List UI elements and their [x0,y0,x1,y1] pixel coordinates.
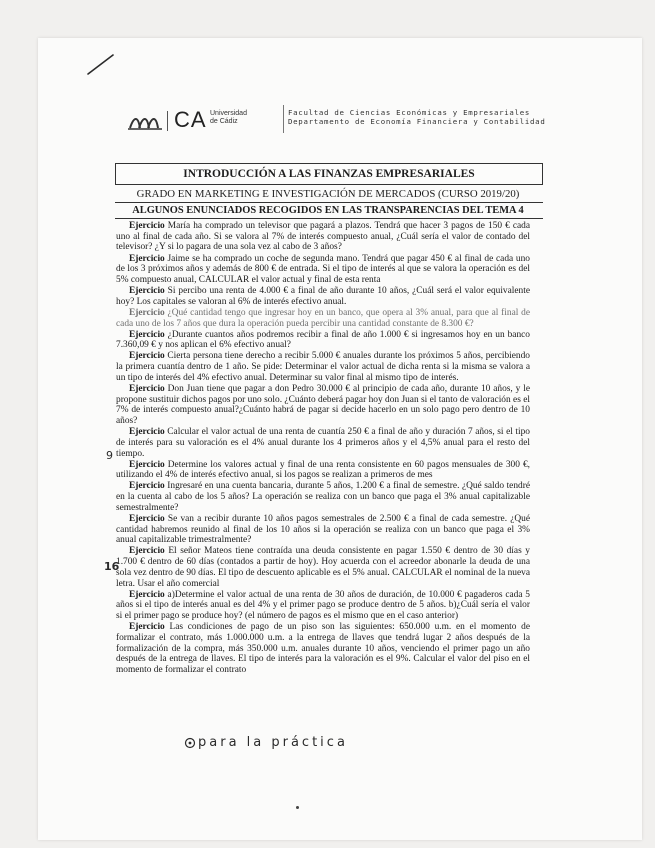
exercise-label: Ejercicio [129,622,165,633]
exercise-item [116,460,530,481]
divider-rule [115,218,543,219]
exercise-label: Ejercicio [129,351,165,362]
margin-note-sixteen: 16 [104,560,120,573]
margin-note-nine: 9 [106,449,113,462]
exercise-text: Si percibo una renta de 4.000 € a final de año durante 10 años, ¿Cuál será el valor equivalente hoy? Los capitales se valoran al 6% de interés efectivo anual. [116,286,530,307]
faculty-header [288,108,545,126]
exercise-item [116,590,530,622]
logo-university-name: Universidad de Cádiz [210,110,247,125]
course-title: INTRODUCCIÓN A LAS FINANZAS EMPRESARIALES [183,168,475,180]
handwritten-bullet-icon [184,737,196,749]
logo-ca-text: CA [174,107,207,132]
exercise-text: Cierta persona tiene derecho a recibir 5.000 € anuales durante los próximos 5 años, percibiendo la primera cuantía dentro de 1 año. Se pide: Determinar el valor actual de dicha renta si la misma se valora a un tipo de interés del 4% efectivo anual. Determinar su valor final al mismo tipo de interés. [116,351,530,383]
exercise-text: Don Juan tiene que pagar a don Pedro 30.000 € al principio de cada año, durante 10 años, y le propone sustituir dichos pagos por uno solo. ¿Cuánto deberá pagar hoy don Juan si el tanto de valoración es el 7% de interés compuesto anual?¿Cuánto habrá de pagar si decide hacerlo en un solo pago pero dentro de 10 años? [116,383,530,426]
university-logo [128,108,268,134]
exercise-text: Las condiciones de pago de un piso son las siguientes: 650.000 u.m. en el momento de formalizar el contrato, más 1.000.000 u.m. a la entrega de llaves que tendrá lugar 2 años después de la formalización de la compra, más 350.000 u.m. anuales durante 10 años, venciendo el primer pago un año después de la entrega de llaves. El tipo de interés para la valoración es el 9%. Calcular el valor del piso en el momento de formalizar el contrato [116,622,530,675]
exercise-label: Ejercicio [129,427,165,438]
exercise-item [116,546,530,589]
exercise-label: Ejercicio [129,307,165,318]
exercise-label: Ejercicio [129,459,165,470]
exercise-label: Ejercicio [129,513,165,524]
exercise-item [116,286,530,307]
page-dot [296,806,299,809]
degree-line: GRADO EN MARKETING E INVESTIGACIÓN DE MERCADOS (CURSO 2019/20) [136,188,520,200]
exercise-item [116,330,530,351]
handwritten-note: para la práctica [198,735,348,750]
course-title-box [115,163,543,185]
exercise-text: Ingresaré en una cuenta bancaria, durante 5 años, 1.200 € a final de semestre. ¿Qué saldo tendré en la cuenta al cabo de los 5 años? La operación se realiza con un banco que paga el 3% anual capitalizable semestralmente? [116,481,530,513]
exercise-label: Ejercicio [129,221,165,231]
exercise-label: Ejercicio [129,589,165,600]
exercise-item [116,221,530,253]
exercise-item [116,427,530,459]
pen-stroke-mark [86,52,116,76]
exercise-text: a)Determine el valor actual de una renta de 30 años de duración, de 10.000 € pagaderos cada 5 años si el tipo de interés anual es del 4% y el primer pago se produce dentro de 5 años. b)¿Cuál sería el valor si el primer pago se produce hoy? (el número de pagos es el mismo que en el caso anterior) [116,589,530,621]
header-divider [283,105,284,133]
exercise-label: Ejercicio [129,383,165,394]
exercise-label: Ejercicio [129,546,165,557]
exercise-item [116,384,530,427]
exercise-item [116,308,530,329]
exercise-text: Jaime se ha comprado un coche de segunda mano. Tendrá que pagar 450 € al final de cada uno de los 3 próximos años y además de 800 € de entrada. Si el tipo de interés al que se valora la operación es del 5% compuesto anual, CALCULAR el valor actual y final de esta renta [116,253,530,285]
exercise-item [116,481,530,513]
exercise-label: Ejercicio [129,253,165,264]
exercise-text: ¿Durante cuantos años podremos recibir a final de año 1.000 € si ingresamos hoy en un banco 7.360,09 € y nos aplican el 6% efectivo anual? [116,329,530,351]
exercise-item [116,514,530,546]
exercise-text: El señor Mateos tiene contraída una deuda consistente en pagar 1.550 € dentro de 30 días y 1.700 € dentro de 60 días (contados a partir de hoy). Hoy acuerda con el acreedor abonarle la deuda de una sola vez dentro de 90 días. El tipo de descuento aplicable es el 5% anual. CALCULAR el nominal de la nueva letra. Usar el año comercial [116,546,530,589]
exercise-item [116,622,530,676]
divider-rule [115,202,543,203]
exercise-label: Ejercicio [129,286,165,296]
exercise-label: Ejercicio [129,481,165,492]
exercise-text: Determine los valores actual y final de una renta consistente en 60 pagos mensuales de 300 €, utilizando el 4% de interés efectivo anual, si los pagos se realizan a primeros de mes [116,459,530,481]
exercise-text: María ha comprado un televisor que pagará a plazos. Tendrá que hacer 3 pagos de 150 € cada uno al final de cada año. Si se valora al 7% de interés compuesto anual, ¿Cuál sería el valor de contado del televisor? ¿Y si lo pagara de una sola vez al cabo de 3 años? [116,221,530,253]
exercise-text: ¿Qué cantidad tengo que ingresar hoy en un banco, que opera al 3% anual, para que al final de cada uno de los 7 años que dura la operación pueda percibir una cantidad constante de 8.300 €? [116,307,530,329]
exercise-item [116,351,530,383]
exercise-text: Se van a recibir durante 10 años pagos semestrales de 2.500 € a final de cada semestre. ¿Qué cantidad habremos reunido al final de los 10 años si la operación se realiza con un banco que paga el 3% anual capitalizable trimestralmente? [116,513,530,546]
exercise-text: Calcular el valor actual de una renta de cuantía 250 € a final de año y duración 7 años, si el tipo de interés para su valoración es el 4% anual durante los 4 primeros años y el 4,5% anual para el resto del tiempo. [116,427,530,459]
exercise-label: Ejercicio [129,329,165,340]
faculty-name: Facultad de Ciencias Económicas y Empresariales [288,108,531,117]
exercise-item [116,254,530,286]
exercise-list [116,221,530,676]
department-name: Departamento de Economía Financiera y Contabilidad [288,117,546,126]
section-heading: ALGUNOS ENUNCIADOS RECOGIDOS EN LAS TRANSPARENCIAS DEL TEMA 4 [132,205,524,216]
uca-emblem-icon [128,110,166,132]
